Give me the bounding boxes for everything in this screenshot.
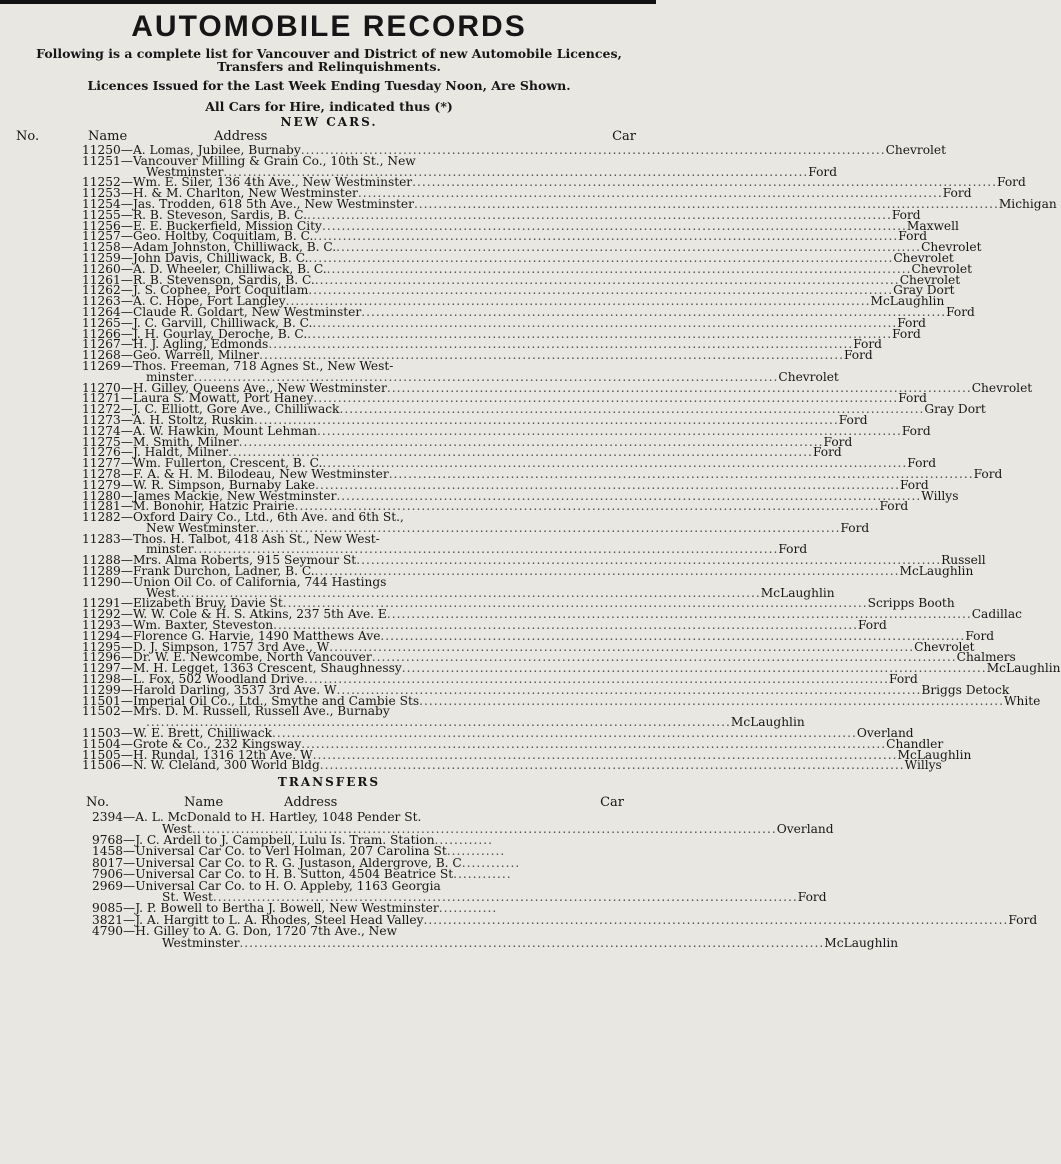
entry-text: 11252—Wm. E. Siler, 136 4th Ave., New Westminster xyxy=(82,175,413,190)
leader-dots: ........................................................................................................................ xyxy=(388,466,974,481)
leader-dots: ........................................................................................................................ xyxy=(336,488,922,503)
entry-text: 11254—Jas. Trodden, 618 5th Ave., New Westminster xyxy=(82,196,414,211)
entry-text: minster xyxy=(146,542,194,557)
column-name: Name xyxy=(184,795,224,811)
entry-text: 11253—H. & M. Charlton, New Westminster xyxy=(82,186,358,201)
leader-dots: ............ xyxy=(446,844,506,859)
car-make: Chevrolet xyxy=(921,240,982,255)
car-make: Ford xyxy=(808,164,838,179)
entry-text: 11261—R. B. Stevenson, Sardis, B. C. xyxy=(82,272,315,287)
entry-text: 11298—L. Fox, 502 Woodland Drive xyxy=(82,672,305,687)
leader-dots: ............ xyxy=(453,867,512,882)
leader-dots: ........................................................................................................................ xyxy=(193,542,779,557)
leader-dots: ........................................................................................................................ xyxy=(312,315,898,330)
car-make: Gray Dort xyxy=(893,283,955,298)
entry-continuation xyxy=(92,935,899,950)
car-make: Gray Dort xyxy=(924,402,986,417)
leader-dots: ........................................................................................................................ xyxy=(423,912,1009,927)
transfers-heading: TRANSFERS xyxy=(277,775,381,790)
car-make: Michigan xyxy=(998,196,1057,211)
leader-dots: ........................................................................................................................ xyxy=(319,758,905,773)
leader-dots: ........................................................................................................................ xyxy=(336,240,922,255)
leader-dots: ........................................................................................................................ xyxy=(419,693,1004,708)
leader-dots: ........................................................................................................................ xyxy=(361,304,947,319)
entry-text: 11265—J. C. Garvill, Chilliwack, B. C. xyxy=(82,315,313,330)
leader-dots: ............ xyxy=(438,901,498,916)
entry-text: St. West xyxy=(162,890,213,905)
entry-text: 11275—M. Smith, Milner xyxy=(82,434,239,449)
entry-text: 11268—Geo. Warrell, Milner xyxy=(82,348,260,363)
leader-dots: ........................................................................................................................ xyxy=(268,337,854,352)
list-item xyxy=(82,510,870,535)
list-item xyxy=(82,704,805,730)
car-make: McLaughlin xyxy=(899,564,974,579)
car-make: Ford xyxy=(891,207,921,222)
leader-dots: ........................................................................................................................ xyxy=(282,596,868,611)
entry-text: 11278—F. A. & H. M. Bilodeau, New Westminster xyxy=(82,466,389,481)
leader-dots: ........................................................................................................................ xyxy=(380,628,966,643)
leader-dots: ........................................................................................................................ xyxy=(306,207,892,222)
column-no: No. xyxy=(16,129,40,144)
new-cars-heading: NEW CARS. xyxy=(280,115,378,129)
car-make: Chevrolet xyxy=(911,261,972,276)
car-make: Ford xyxy=(942,186,972,201)
car-make: Maxwell xyxy=(906,218,959,233)
entry-text: 11505—H. Rundal, 1316 12th Ave. W xyxy=(82,747,313,762)
car-make: McLaughlin xyxy=(897,747,972,762)
list-item xyxy=(92,878,827,905)
entry-text: 11294—Florence G. Harvie, 1490 Matthews Ave xyxy=(82,628,381,643)
entry-text: 11264—Claude R. Goldart, New Westminster xyxy=(82,304,362,319)
car-make: Ford xyxy=(965,628,995,643)
leader-dots: ........................................................................................................................ xyxy=(314,272,900,287)
leader-dots: ........................................................................................................................ xyxy=(316,423,902,438)
entry-text: 11270—H. Gilley, Queens Ave., New Westminster xyxy=(82,380,387,395)
car-make: Ford xyxy=(889,672,918,687)
entry-text: 11255—R. B. Steveson, Sardis, B. C. xyxy=(82,207,307,222)
entry-text: 11260—A. D. Wheeler, Chilliwack, B. C. xyxy=(82,261,327,276)
entry-text: 11263—A. C. Hope, Fort Langley xyxy=(82,294,286,309)
column-address: Address xyxy=(284,795,338,811)
entry-text: 11250—A. Lomas, Jubilee, Burnaby xyxy=(82,143,301,157)
hire-note: All Cars for Hire, indicated thus (*) xyxy=(205,99,453,114)
car-make: Ford xyxy=(973,466,1003,481)
list-item xyxy=(82,358,839,384)
car-make: Ford xyxy=(892,326,921,341)
entry-text: 11276—J. Haldt, Milner xyxy=(82,445,229,460)
entry-text: 11299—Harold Darling, 3537 3rd Ave. W xyxy=(82,682,337,697)
car-make: Chandler xyxy=(886,736,944,751)
leader-dots: ........................................................................................................................ xyxy=(175,585,761,600)
entry-text: 11259—John Davis, Chilliwack, B. C. xyxy=(82,250,309,265)
column-address: Address xyxy=(214,129,268,144)
leader-dots: ........................................................................................................................ xyxy=(253,412,839,427)
entry-text: 11282—Oxford Dairy Co., Ltd., 6th Ave. and 6th St., xyxy=(82,510,404,525)
leader-dots: ........................................................................................................................ xyxy=(321,218,907,233)
leader-dots: ........................................................................................................................ xyxy=(308,250,894,265)
leader-dots: ........................................................................................................................ xyxy=(223,164,809,179)
page-title: AUTOMOBILE RECORDS xyxy=(131,10,527,43)
entry-text: minster xyxy=(146,369,194,384)
entry-text: 2394—A. L. McDonald to H. Hartley, 1048 Pender St. xyxy=(92,810,422,825)
entry-text: 11501—Imperial Oil Co., Ltd., Smythe and Cambie Sts xyxy=(82,693,420,708)
car-make: Ford xyxy=(840,520,870,535)
car-make: Ford xyxy=(1008,912,1038,927)
car-make: Chevrolet xyxy=(914,639,975,654)
car-make: Willys xyxy=(921,488,959,503)
leader-dots: ........................................................................................................................ xyxy=(146,715,731,730)
entry-text: 11293—Wm. Baxter, Steveston xyxy=(82,618,274,633)
car-make: Ford xyxy=(898,229,928,244)
car-make: Chevrolet xyxy=(885,143,947,157)
car-make: Ford xyxy=(907,456,937,471)
car-make: Chevrolet xyxy=(971,380,1033,395)
entry-text: Westminster xyxy=(146,164,224,179)
list-item xyxy=(82,153,838,179)
car-make: Ford xyxy=(853,337,882,352)
entry-text: 9085—J. P. Bowell to Bertha J. Bowell, New Westminster xyxy=(92,901,439,916)
entry-text: Westminster xyxy=(162,935,240,950)
leader-dots: ........................................................................................................................ xyxy=(357,186,943,201)
entry-text: 11503—W. E. Brett, Chilliwack xyxy=(82,726,272,741)
car-make: McLaughlin xyxy=(730,715,805,730)
entry-text: 11506—N. W. Cleland, 300 World Bldg xyxy=(82,758,320,773)
car-make: Ford xyxy=(838,412,868,427)
column-car: Car xyxy=(612,129,636,144)
car-make: Ford xyxy=(901,423,931,438)
car-make: Ford xyxy=(778,542,808,557)
entry-text: 8017—Universal Car Co. to R. G. Justason, Aldergrove, B. C xyxy=(92,855,462,870)
intro-paragraph: Following is a complete list for Vancouver and District of new Automobile Licences, Transfers and Relinquishments. xyxy=(36,46,622,74)
transfers-column-headers xyxy=(12,795,646,810)
entry-text: 11279—W. R. Simpson, Burnaby Lake xyxy=(82,477,316,492)
car-make: Ford xyxy=(897,315,926,330)
car-make: Ford xyxy=(898,391,927,406)
leader-dots: ........................................................................................................................ xyxy=(401,661,987,676)
entry-text: 11262—J. S. Cophee, Port Coquitlam xyxy=(82,283,309,298)
leader-dots: ............ xyxy=(434,833,494,848)
entry-text: 11274—A. W. Hawkin, Mount Lehman xyxy=(82,423,317,438)
car-make: Overland xyxy=(776,821,834,836)
car-make: Ford xyxy=(823,434,853,449)
car-make: White xyxy=(1004,693,1041,708)
leader-dots: ........................................................................................................................ xyxy=(313,391,899,406)
leader-dots: ........................................................................................................................ xyxy=(301,736,887,751)
car-make: McLaughlin xyxy=(870,294,945,309)
entry-text: 11251—Vancouver Milling & Grain Co., 10th St., New xyxy=(82,153,416,168)
entry-text: 11292—W. W. Cole & H. S. Atkins, 237 5th Ave. E xyxy=(82,607,387,622)
new-cars-column-headers xyxy=(12,130,646,144)
entry-text: West xyxy=(146,585,176,600)
leader-dots: ........................................................................................................................ xyxy=(255,520,841,535)
leader-dots: ........................................................................................................................ xyxy=(313,229,899,244)
car-make: Scripps Booth xyxy=(867,596,955,611)
car-make: Chalmers xyxy=(956,650,1016,665)
car-make: McLaughlin xyxy=(986,661,1061,676)
new-cars-list xyxy=(12,143,1061,773)
transfers-list xyxy=(12,810,1038,950)
top-rule xyxy=(0,0,656,4)
entry-text: 11504—Grote & Co., 232 Kingsway xyxy=(82,736,302,751)
car-make: Ford xyxy=(812,445,842,460)
entry-text: New Westminster xyxy=(146,520,256,535)
leader-dots: ........................................................................................................................ xyxy=(238,434,824,449)
entry-text: 11267—H. J. Agling, Edmonds xyxy=(82,337,269,352)
leader-dots: ........................................................................................................................ xyxy=(307,326,893,341)
leader-dots: ........................................................................................................................ xyxy=(413,196,999,211)
car-make: Willys xyxy=(904,758,942,773)
car-make: Ford xyxy=(997,175,1026,190)
leader-dots: ........................................................................................................................ xyxy=(228,445,813,460)
leader-dots: ........................................................................................................................ xyxy=(193,369,779,384)
leader-dots: ........................................................................................................................ xyxy=(294,499,880,514)
list-item xyxy=(82,574,835,600)
leader-dots: ........................................................................................................................ xyxy=(322,456,908,471)
entry-text: 11266—J. H. Gourlay, Deroche, B. C. xyxy=(82,326,308,341)
entry-text: 11297—M. H. Legget, 1363 Crescent, Shaughnessy xyxy=(82,661,402,676)
licences-note: Licences Issued for the Last Week Ending Tuesday Noon, Are Shown. xyxy=(87,78,571,93)
leader-dots: ........................................................................................................................ xyxy=(259,348,844,363)
entry-text: 11290—Union Oil Co. of California, 744 Hastings xyxy=(82,574,387,589)
entry-line xyxy=(82,758,942,773)
entry-text: 11257—Geo. Holtby, Coquitlam, B. C. xyxy=(82,229,314,244)
entry-text: 11288—Mrs. Alma Roberts, 915 Seymour St xyxy=(82,553,357,568)
entry-text: 11273—A. H. Stoltz, Ruskin xyxy=(82,412,254,427)
car-make: Ford xyxy=(899,477,929,492)
car-make: Chevrolet xyxy=(778,369,839,384)
column-name: Name xyxy=(88,129,128,144)
list-item xyxy=(82,531,808,557)
leader-dots: ........................................................................................................................ xyxy=(371,650,957,665)
list-item xyxy=(92,924,899,950)
leader-dots: ........................................................................................................................ xyxy=(315,477,900,492)
car-make: McLaughlin xyxy=(824,935,899,950)
entry-text: 4790—H. Gilley to A. G. Don, 1720 7th Ave., New xyxy=(92,924,397,939)
entry-text: 2969—Universal Car Co. to H. O. Appleby, 1163 Georgia xyxy=(92,878,441,893)
entry-text: 11281—M. Bonohir, Hatzic Prairie xyxy=(82,499,295,514)
leader-dots: ........................................................................................................................ xyxy=(314,564,900,579)
entry-text: 11296—Dr. W. E. Newcombe, North Vancouver xyxy=(82,650,372,665)
leader-dots: ........................................................................................................................ xyxy=(239,935,825,950)
car-make: Ford xyxy=(946,304,975,319)
entry-text: 3821—J. A. Hargitt to L. A. Rhodes, Steel Head Valley xyxy=(92,912,424,927)
entry-text: 11277—Wm. Fullerton, Crescent, B. C. xyxy=(82,456,323,471)
entry-text: 7906—Universal Car Co. to H. B. Sutton, 4504 Beatrice St xyxy=(92,867,454,882)
column-no: No. xyxy=(86,795,110,811)
leader-dots: ........................................................................................................................ xyxy=(191,821,777,836)
list-item xyxy=(82,758,942,773)
leader-dots: ........................................................................................................................ xyxy=(412,175,998,190)
entry-text: 11295—D. J. Simpson, 1757 3rd Ave., W xyxy=(82,639,330,654)
car-make: Overland xyxy=(856,726,914,741)
leader-dots: ........................................................................................................................ xyxy=(285,294,871,309)
car-make: Ford xyxy=(843,348,873,363)
car-make: Briggs Detock xyxy=(921,682,1010,697)
column-car: Car xyxy=(600,795,624,811)
entry-text: 11256—E. E. Buckerfield, Mission City xyxy=(82,218,322,233)
entry-text: 11280—James Mackie, New Westminster xyxy=(82,488,337,503)
car-make: McLaughlin xyxy=(760,585,835,600)
entry-text: 11269—Thos. Freeman, 718 Agnes St., New West- xyxy=(82,358,394,373)
entry-text: 11283—Thos. H. Talbot, 418 Ash St., New West- xyxy=(82,531,380,546)
leader-dots: ........................................................................................................................ xyxy=(339,402,925,417)
leader-dots: ............ xyxy=(461,855,521,870)
leader-dots: ........................................................................................................................ xyxy=(356,553,942,568)
car-make: Cadillac xyxy=(971,607,1022,622)
leader-dots: ........................................................................................................................ xyxy=(308,283,894,298)
leader-dots: ........................................................................................................................ xyxy=(386,380,972,395)
car-make: Ford xyxy=(879,499,909,514)
entry-text: 11291—Elizabeth Bruy, Davie St xyxy=(82,596,283,611)
car-make: Chevrolet xyxy=(899,272,961,287)
leader-dots: ........................................................................................................................ xyxy=(312,747,898,762)
entry-text: 11289—Frank Durchon, Ladner, B. C. xyxy=(82,564,315,579)
leader-dots: ........................................................................................................................ xyxy=(336,682,922,697)
leader-dots: ........................................................................................................................ xyxy=(386,607,972,622)
leader-dots: ........................................................................................................................ xyxy=(212,890,798,905)
leader-dots: ........................................................................................................................ xyxy=(304,672,890,687)
leader-dots: ........................................................................................................................ xyxy=(273,618,859,633)
leader-dots: ........................................................................................................................ xyxy=(326,261,912,276)
car-make: Ford xyxy=(797,890,827,905)
entry-text: 11272—J. C. Elliott, Gore Ave., Chilliwack xyxy=(82,402,340,417)
entry-text: West xyxy=(162,821,192,836)
entry-text: 11258—Adam Johnston, Chilliwack, B. C. xyxy=(82,240,337,255)
leader-dots: ........................................................................................................................ xyxy=(300,143,886,157)
entry-text: 1458—Universal Car Co. to Verl Holman, 207 Carolina St xyxy=(92,844,447,859)
entry-text: 11502—Mrs. D. M. Russell, Russell Ave., Burnaby xyxy=(82,704,390,719)
leader-dots: ........................................................................................................................ xyxy=(271,726,857,741)
leader-dots: ........................................................................................................................ xyxy=(329,639,915,654)
entry-text: 9768—J. C. Ardell to J. Campbell, Lulu Is. Tram. Station xyxy=(92,833,435,848)
entry-text: 11271—Laura S. Mowatt, Port Haney xyxy=(82,391,314,406)
car-make: Russell xyxy=(941,553,986,568)
car-make: Chevrolet xyxy=(893,250,954,265)
car-make: Ford xyxy=(858,618,887,633)
list-item xyxy=(92,810,834,836)
